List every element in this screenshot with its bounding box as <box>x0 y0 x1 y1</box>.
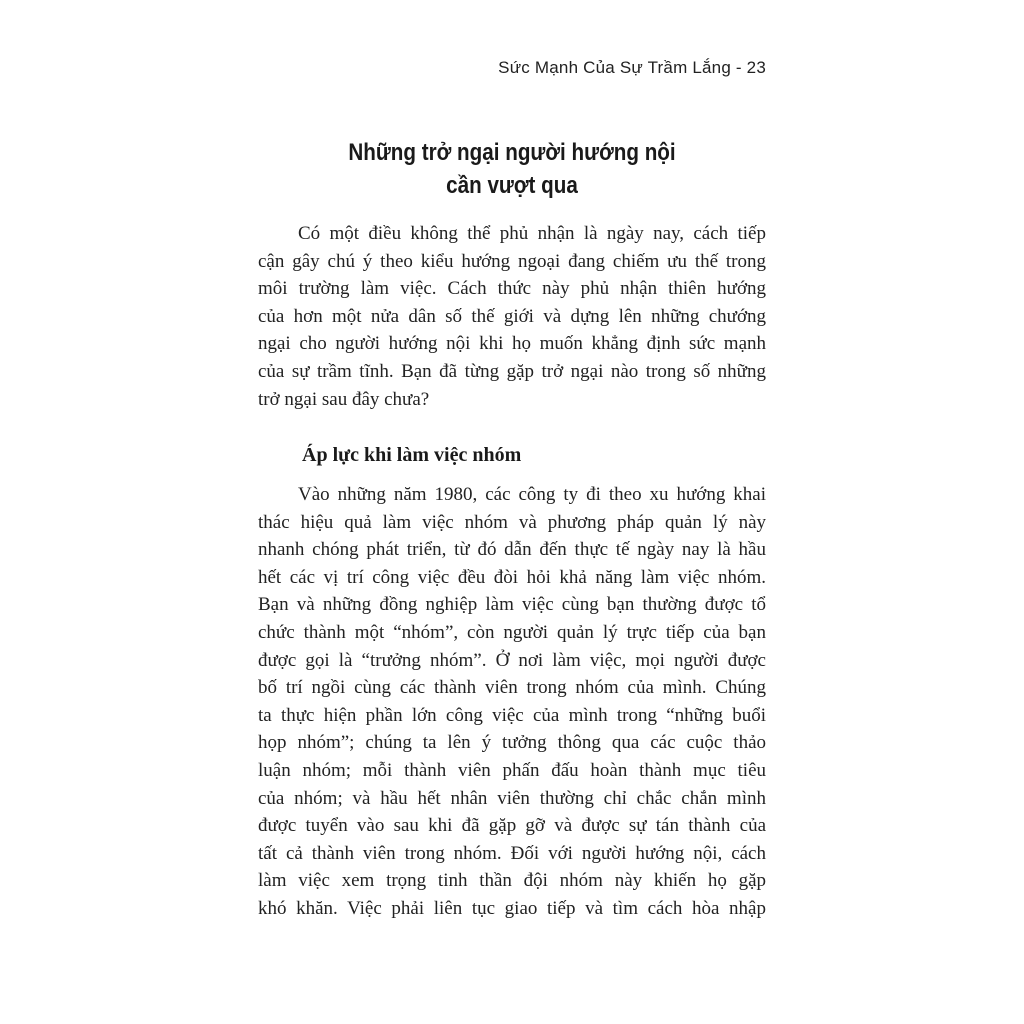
text-line: khó khăn. Việc phải liên tục giao tiếp và tìm cách hòa nhập <box>258 897 766 919</box>
text-line: ngại cho người hướng nội khi họ muốn khẳng định sức mạnh <box>258 333 766 355</box>
text-line: được tuyển vào sau khi đã gặp gỡ và được sự tán thành của <box>258 815 766 837</box>
text-line: tất cả thành viên trong nhóm. Đối với người hướng nội, cách <box>258 842 766 864</box>
text-line: của nhóm; và hầu hết nhân viên thường chỉ chắc chắn mình <box>258 787 766 809</box>
section-heading: Áp lực khi làm việc nhóm <box>302 444 522 466</box>
chapter-title <box>297 136 727 202</box>
text-line: trở ngại sau đây chưa? <box>258 388 430 410</box>
running-header: Sức Mạnh Của Sự Trầm Lắng - 23 <box>498 58 766 77</box>
section-paragraph <box>258 481 766 923</box>
intro-paragraph <box>258 220 766 413</box>
text-line: nhanh chóng phát triển, từ đó dẫn đến thực tế ngày nay là hầu <box>258 539 766 561</box>
text-line: được gọi là “trưởng nhóm”. Ở nơi làm việc, mọi người được <box>258 649 766 671</box>
text-line: hết các vị trí công việc đều đòi hỏi khả năng làm việc nhóm. <box>258 566 766 588</box>
text-line: bố trí ngồi cùng các thành viên trong nhóm của mình. Chúng <box>258 677 766 699</box>
chapter-title-line: cần vượt qua <box>446 172 578 199</box>
chapter-title-line: Những trở ngại người hướng nội <box>348 139 676 166</box>
text-line: của hơn một nửa dân số thế giới và dựng lên những chướng <box>258 305 766 327</box>
text-line: thác hiệu quả làm việc nhóm và phương pháp quản lý này <box>258 511 766 533</box>
text-line: môi trường làm việc. Cách thức này phủ nhận thiên hướng <box>258 278 766 300</box>
text-line: cận gây chú ý theo kiểu hướng ngoại đang chiếm ưu thế trong <box>258 250 766 272</box>
text-line: Vào những năm 1980, các công ty đi theo xu hướng khai <box>298 484 766 505</box>
text-line: chức thành một “nhóm”, còn người quản lý trực tiếp của bạn <box>258 621 766 643</box>
text-line: luận nhóm; mỗi thành viên phấn đấu hoàn thành mục tiêu <box>258 759 766 781</box>
text-line: của sự trầm tĩnh. Bạn đã từng gặp trở ngại nào trong số những <box>258 360 766 382</box>
text-line: Có một điều không thể phủ nhận là ngày nay, cách tiếp <box>298 223 766 244</box>
text-line: làm việc xem trọng tinh thần đội nhóm này khiến họ gặp <box>258 870 766 892</box>
text-line: họp nhóm”; chúng ta lên ý tưởng thông qua các cuộc thảo <box>258 732 766 754</box>
text-line: ta thực hiện phần lớn công việc của mình trong “những buổi <box>258 704 766 726</box>
text-line: Bạn và những đồng nghiệp làm việc cùng bạn thường được tổ <box>258 594 766 616</box>
